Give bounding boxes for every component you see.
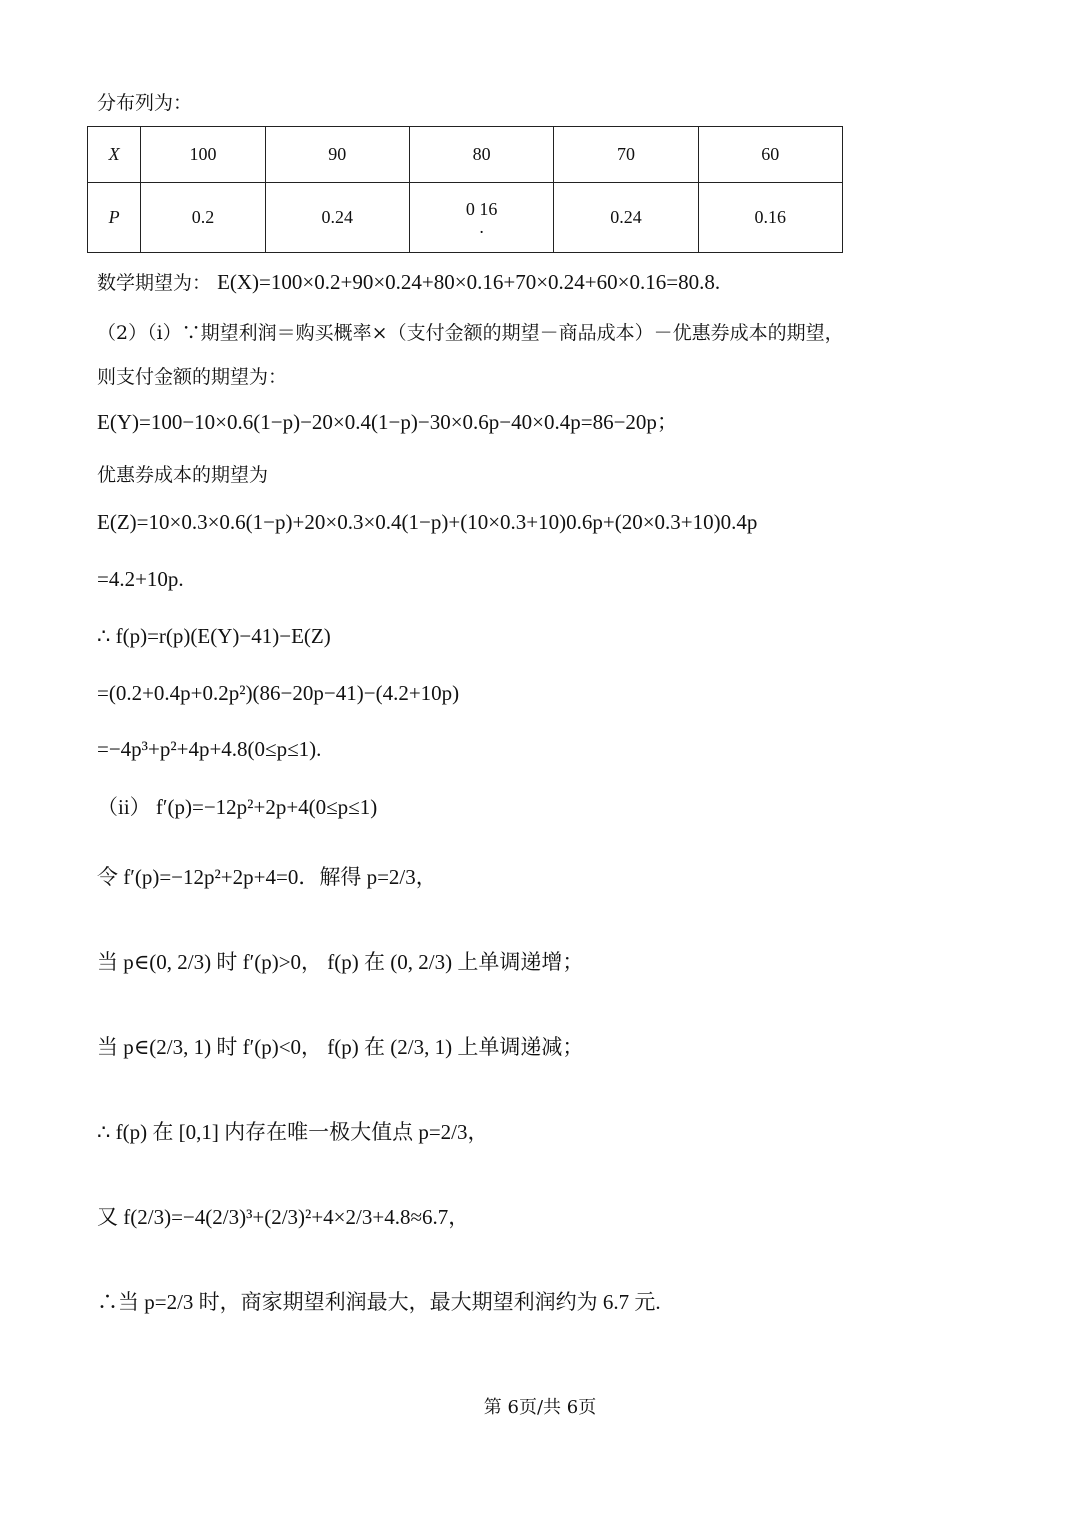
- solve-line: 令 f′(p)=−12p²+2p+4=0．解得 p=2/3，: [97, 865, 437, 889]
- payment-intro: 则支付金额的期望为：: [97, 366, 288, 388]
- table-cell: 90: [265, 127, 409, 183]
- expectation-label: 数学期望为：: [97, 272, 212, 294]
- part2-statement: （2）（i）∵期望利润＝购买概率×（支付金额的期望－商品成本）－优惠券成本的期望，: [97, 322, 844, 344]
- table-cell: 0.24: [554, 183, 698, 253]
- expectation-formula: E(X)=100×0.2+90×0.24+80×0.16+70×0.24+60×0.16=80.8.: [217, 270, 721, 294]
- max-point-line: ∴ f(p) 在 [0,1] 内存在唯一极大值点 p=2/3，: [97, 1120, 489, 1144]
- table-cell-dot: .: [479, 216, 484, 237]
- table-cell: [409, 183, 553, 253]
- derivative-line: （ii） f′(p)=−12p²+2p+4(0≤p≤1): [97, 795, 378, 819]
- table-cell: X: [88, 127, 141, 183]
- table-row: [88, 183, 843, 253]
- profit-result: =−4p³+p²+4p+4.8(0≤p≤1).: [97, 737, 322, 761]
- table-cell: 80: [409, 127, 553, 183]
- increase-line: 当 p∈(0, 2/3) 时 f′(p)>0， f(p) 在 (0, 2/3) 上单调递增；: [97, 950, 584, 974]
- payment-formula: E(Y)=100−10×0.6(1−p)−20×0.4(1−p)−30×0.6p−40×0.4p=86−20p；: [97, 410, 678, 434]
- table-cell: 100: [141, 127, 265, 183]
- max-value-line: 又 f(2/3)=−4(2/3)³+(2/3)²+4×2/3+4.8≈6.7，: [97, 1205, 470, 1229]
- decrease-line: 当 p∈(2/3, 1) 时 f′(p)<0， f(p) 在 (2/3, 1) 上单调递减；: [97, 1035, 584, 1059]
- table-cell: 0.2: [141, 183, 265, 253]
- table-cell: 0.24: [265, 183, 409, 253]
- table-cell: 60: [698, 127, 842, 183]
- expectation-line: [97, 270, 720, 295]
- coupon-result: =4.2+10p.: [97, 567, 184, 591]
- profit-function: ∴ f(p)=r(p)(E(Y)−41)−E(Z): [97, 624, 331, 648]
- distribution-intro: 分布列为：: [97, 92, 193, 114]
- page-footer: 第 6页/共 6页: [483, 1397, 597, 1418]
- table-cell-text: 0 16: [465, 198, 498, 219]
- profit-expand: =(0.2+0.4p+0.2p²)(86−20p−41)−(4.2+10p): [97, 681, 460, 705]
- coupon-intro: 优惠券成本的期望为: [97, 464, 269, 486]
- conclusion-line: ∴当 p=2/3 时，商家期望利润最大，最大期望利润约为 6.7 元.: [97, 1290, 661, 1314]
- table-header-row: [88, 127, 843, 183]
- table-cell: 0.16: [698, 183, 842, 253]
- table-cell: 70: [554, 127, 698, 183]
- table-cell: P: [88, 183, 141, 253]
- coupon-formula: E(Z)=10×0.3×0.6(1−p)+20×0.3×0.4(1−p)+(10×0.3+10)0.6p+(20×0.3+10)0.4p: [97, 510, 758, 534]
- distribution-table: [87, 126, 843, 253]
